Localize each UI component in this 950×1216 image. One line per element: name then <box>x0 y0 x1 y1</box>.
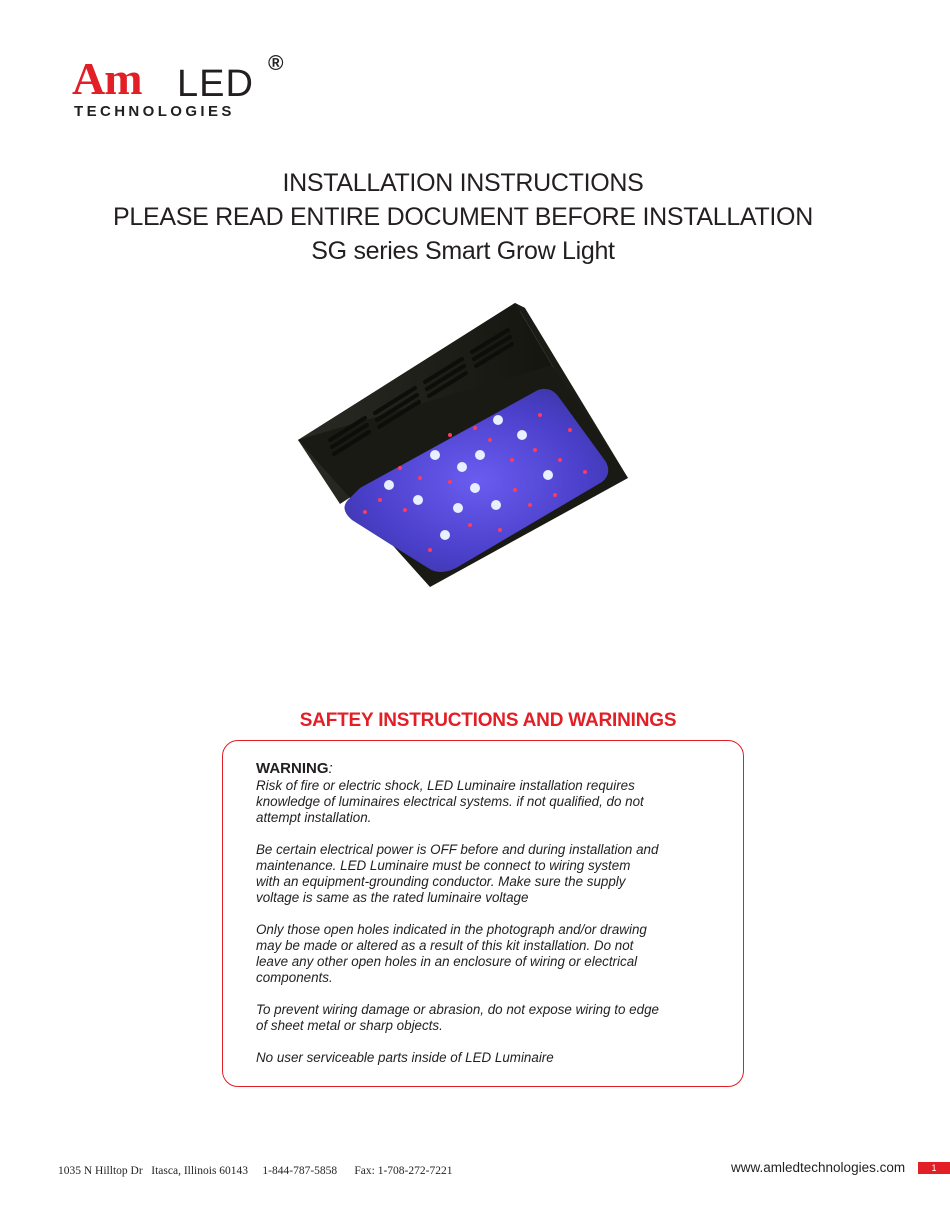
footer-address: 1035 N Hilltop Dr Itasca, Illinois 60143 1-844-787-5858 Fax: 1-708-272-7221 <box>58 1165 453 1177</box>
safety-heading: SAFTEY INSTRUCTIONS AND WARININGS <box>299 710 677 731</box>
warning-paragraph: No user serviceable parts inside of LED Luminaire <box>256 1050 554 1065</box>
company-logo <box>70 52 300 124</box>
warning-title <box>256 760 736 778</box>
logo-led-text: LED <box>177 63 254 105</box>
document-title-block <box>0 166 926 268</box>
warning-paragraph: To prevent wiring damage or abrasion, do not expose wiring to edge of sheet metal or sharp objects. <box>256 1002 659 1033</box>
warning-label: WARNING <box>256 760 329 777</box>
warning-paragraph: Risk of fire or electric shock, LED Luminaire installation requires knowledge of luminaires electrical systems. if not qualified, do not attempt installation. <box>256 778 644 825</box>
logo-am-text: Am <box>72 53 142 104</box>
logo-tagline: TECHNOLOGIES <box>74 103 235 120</box>
title-line-2: PLEASE READ ENTIRE DOCUMENT BEFORE INSTALLATION <box>113 203 813 231</box>
warning-content <box>256 760 736 1066</box>
warning-paragraph: Be certain electrical power is OFF before and during installation and maintenance. LED Luminaire must be connect to wiring system with an equipment-grounding conductor. Make sure the supply voltage is same as the rated luminaire voltage <box>256 842 659 905</box>
title-line-3: SG series Smart Grow Light <box>311 237 615 265</box>
registered-mark: ® <box>268 52 284 75</box>
grow-light-product-image <box>290 300 640 592</box>
title-line-1: INSTALLATION INSTRUCTIONS <box>282 169 644 197</box>
warning-colon: : <box>328 760 333 777</box>
footer-website-link[interactable]: www.amledtechnologies.com <box>731 1160 906 1175</box>
page-number-badge: 1 <box>918 1162 950 1174</box>
warning-paragraph: Only those open holes indicated in the photograph and/or drawing may be made or altered as a result of this kit installation. Do not leave any other open holes in an enclosure of wiring or electrical components. <box>256 922 647 985</box>
